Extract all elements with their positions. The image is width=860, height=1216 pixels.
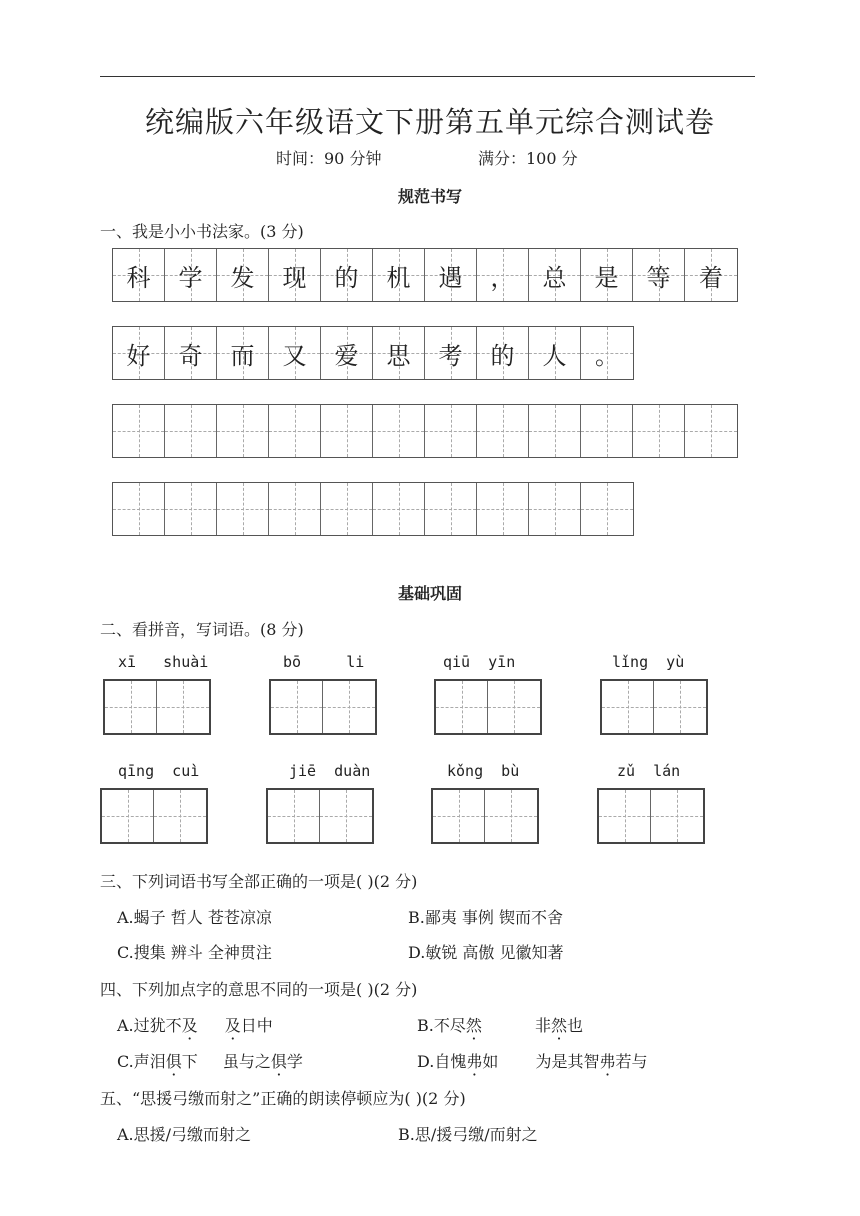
dotted-char: 弗 [599,1052,616,1071]
option-text: 虽与之 [222,1052,271,1071]
pinyin-label: jiē duàn [289,762,371,780]
dotted-char: 然 [550,1016,567,1035]
option-text: 如 [482,1052,499,1071]
grid-cell-character [633,249,685,301]
grid-cell-empty[interactable] [373,405,425,457]
grid-cell-empty[interactable] [217,405,269,457]
grid-cell-character [217,327,269,379]
option-text: 非 [534,1016,551,1035]
option-text: 日中 [240,1016,273,1035]
grid-cell-character [321,327,373,379]
dotted-char: 俱 [165,1052,182,1071]
grid-character: 而 [230,341,255,370]
grid-character: 遇 [438,263,463,292]
grid-cell-character [425,327,477,379]
grid-cell-empty[interactable] [165,405,217,457]
q5-option-b[interactable]: B.思/援弓缴/而射之 [398,1125,538,1144]
grid-cell-empty[interactable] [581,483,633,535]
grid-cell-character [165,327,217,379]
grid-cell-empty[interactable] [113,405,165,457]
grid-cell-character [269,249,321,301]
grid-cell-empty[interactable] [633,405,685,457]
pinyin-label: bō li [283,653,365,671]
writing-grid-row-2[interactable] [112,482,634,536]
grid-cell-empty[interactable] [425,483,477,535]
grid-character: 着 [699,263,723,292]
grid-character: 学 [178,263,203,292]
pinyin-label: zǔ lán [617,762,681,780]
question-5: 五、“思援弓缴而射之”正确的朗读停顿应为( )(2 分) [100,1089,466,1108]
grid-character: 的 [490,341,515,370]
grid-cell-character [425,249,477,301]
grid-cell-empty[interactable] [165,483,217,535]
pinyin-answer-box[interactable] [431,788,539,844]
grid-cell-character [113,327,165,379]
copy-grid-row-1 [112,248,738,302]
page-title: 统编版六年级语文下册第五单元综合测试卷 [144,105,715,139]
top-rule [100,76,755,77]
grid-cell-empty[interactable] [685,405,737,457]
grid-character: 现 [282,263,307,292]
q3-option-a[interactable]: A.蝎子 哲人 苍苍凉凉 [117,908,272,927]
pinyin-label: qiū yīn [443,653,516,671]
pinyin-answer-box[interactable] [600,679,708,735]
grid-character: 人 [542,341,567,370]
question-4: 四、下列加点字的意思不同的一项是( )(2 分) [100,980,418,999]
grid-cell-empty[interactable] [425,405,477,457]
grid-character: 机 [386,263,411,292]
grid-character: 考 [438,341,463,370]
writing-grid-row-1[interactable] [112,404,738,458]
grid-cell-empty[interactable] [321,483,373,535]
pinyin-answer-box[interactable] [266,788,374,844]
grid-cell-character [321,249,373,301]
pinyin-label: xī shuài [118,653,209,671]
dotted-char: 俱 [270,1052,287,1071]
q3-option-c[interactable]: C.搜集 辨斗 全神贯注 [117,943,272,962]
grid-character: 爱 [334,341,359,370]
option-text: A.过犹不 [117,1016,182,1035]
option-text: C.声泪 [117,1052,166,1071]
grid-character: 等 [646,263,671,292]
pinyin-answer-box[interactable] [597,788,705,844]
grid-cell-empty[interactable] [113,483,165,535]
option-text: D.自愧 [417,1052,467,1071]
grid-cell-character [477,249,529,301]
q4-option-c[interactable] [117,1049,303,1072]
grid-cell-empty[interactable] [581,405,633,457]
grid-cell-character [581,327,633,379]
grid-character: ， [490,263,515,292]
pinyin-answer-box[interactable] [269,679,377,735]
grid-cell-empty[interactable] [529,405,581,457]
pinyin-answer-box[interactable] [434,679,542,735]
full-score: 满分：100 分 [478,149,578,168]
copy-grid-row-2 [112,326,634,380]
grid-character: 思 [386,341,411,370]
pinyin-answer-box[interactable] [100,788,208,844]
grid-character: 。 [595,341,619,370]
grid-cell-empty[interactable] [373,483,425,535]
option-text: 也 [567,1016,584,1035]
section-title-basics: 基础巩固 [397,584,462,603]
option-text: 为是其智 [535,1052,600,1071]
q4-option-b[interactable] [417,1013,583,1036]
grid-cell-empty[interactable] [269,483,321,535]
q4-option-d[interactable] [417,1049,648,1072]
dotted-char: 及 [181,1016,198,1035]
grid-cell-empty[interactable] [529,483,581,535]
section-title-writing: 规范书写 [397,187,462,206]
option-text: B.不尽 [417,1016,466,1035]
grid-character: 总 [542,263,567,292]
q3-option-d[interactable]: D.敏锐 高傲 见徽知著 [408,943,564,962]
dotted-char: 及 [224,1016,241,1035]
time-limit: 时间：90 分钟 [276,149,382,168]
grid-cell-character [373,249,425,301]
pinyin-answer-box[interactable] [103,679,211,735]
grid-cell-character [373,327,425,379]
grid-character: 好 [126,341,151,370]
option-text: 若与 [615,1052,648,1071]
grid-character: 发 [230,263,255,292]
grid-cell-character [529,327,581,379]
pinyin-label: kǒng bù [447,762,520,780]
grid-cell-character [477,327,529,379]
grid-cell-empty[interactable] [217,483,269,535]
pinyin-label: qīng cuì [118,762,200,780]
grid-character: 是 [594,263,619,292]
grid-cell-empty[interactable] [477,405,529,457]
q4-option-a[interactable] [117,1013,273,1036]
q3-option-b[interactable]: B.鄙夷 事例 锲而不舍 [408,908,564,927]
grid-cell-character [165,249,217,301]
dotted-char: 然 [465,1016,482,1035]
grid-cell-character [269,327,321,379]
pinyin-label: lǐng yù [612,653,685,671]
grid-cell-empty[interactable] [477,483,529,535]
grid-character: 科 [126,263,151,292]
question-3: 三、下列词语书写全部正确的一项是( )(2 分) [100,872,418,891]
grid-cell-character [217,249,269,301]
grid-character: 的 [334,263,359,292]
grid-cell-character [581,249,633,301]
option-text: 学 [286,1052,303,1071]
dotted-char: 弗 [466,1052,483,1071]
q5-option-a[interactable]: A.思援/弓缴而射之 [117,1125,252,1144]
grid-cell-empty[interactable] [321,405,373,457]
question-2: 二、看拼音，写词语。(8 分) [100,620,304,639]
grid-cell-character [529,249,581,301]
grid-cell-character [685,249,737,301]
grid-character: 又 [282,341,307,370]
option-text: 下 [181,1052,198,1071]
grid-cell-empty[interactable] [269,405,321,457]
question-1: 一、我是小小书法家。(3 分) [100,222,304,241]
grid-cell-character [113,249,165,301]
grid-character: 奇 [178,341,203,370]
